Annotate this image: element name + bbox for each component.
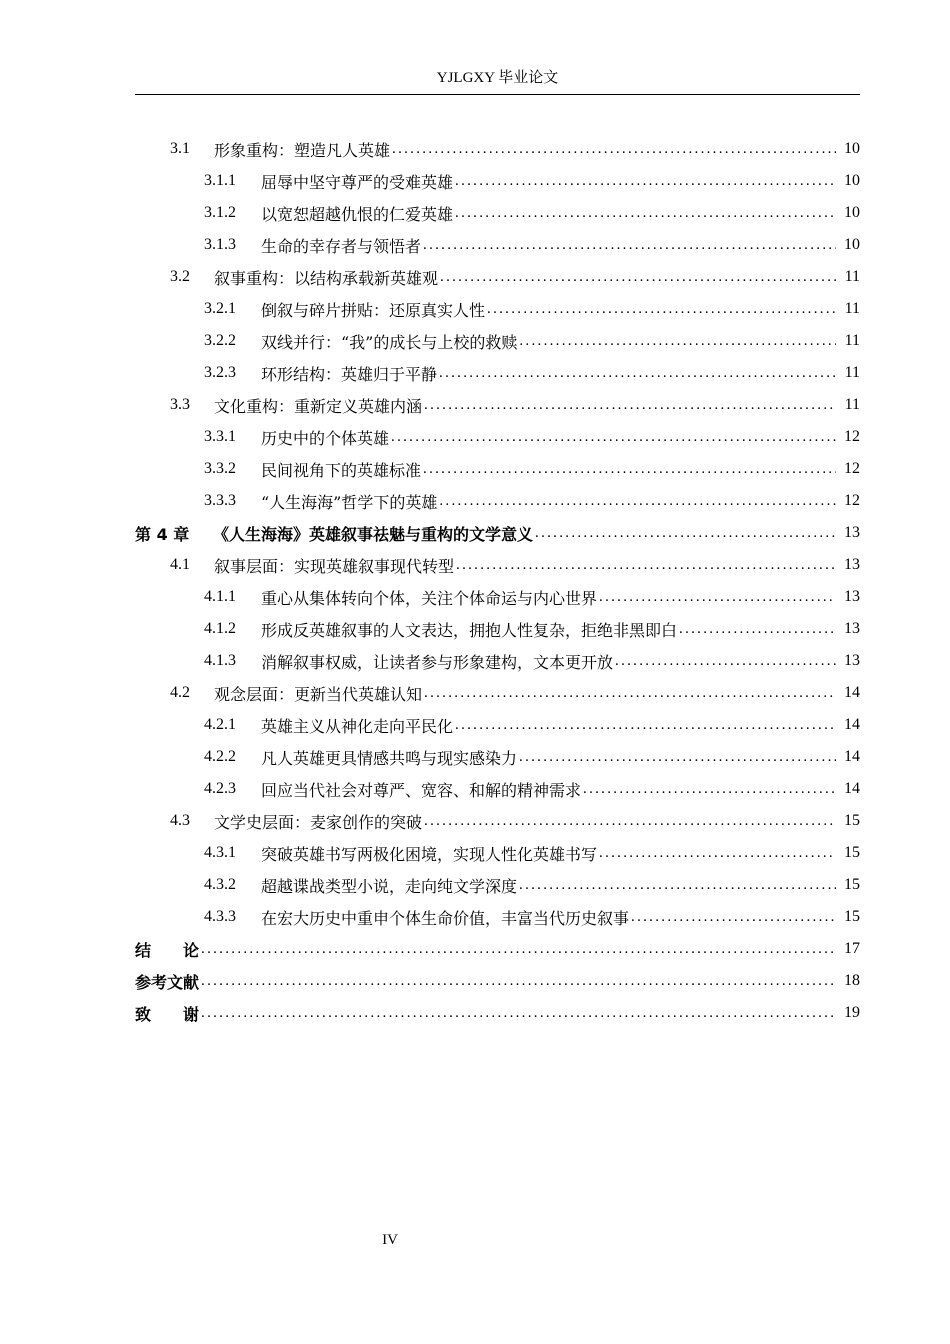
dot-leader [631, 909, 836, 926]
dot-leader [201, 941, 836, 958]
dot-leader [456, 557, 836, 574]
toc-entry-number: 4.2.3 [204, 780, 236, 797]
toc-entry-number: 4.3 [170, 812, 190, 829]
toc-entry[interactable] [170, 805, 860, 837]
toc-entry[interactable] [170, 549, 860, 581]
toc-entry-title: 以宽恕超越仇恨的仁爱英雄 [261, 204, 454, 224]
toc-entry[interactable] [204, 613, 860, 645]
toc-entry-page: 12 [844, 428, 860, 445]
toc-entry-title: 形成反英雄叙事的人文表达，拥抱人性复杂，拒绝非黑即白 [261, 620, 678, 640]
toc-entry-number: 4.2.2 [204, 748, 236, 765]
toc-entry-number: 3.2 [170, 268, 190, 285]
toc-entry[interactable] [135, 997, 860, 1029]
toc-entry[interactable] [204, 901, 860, 933]
toc-entry[interactable] [170, 261, 860, 293]
toc-entry[interactable] [204, 485, 860, 517]
toc-entry-page: 13 [844, 556, 860, 573]
toc-entry-page: 11 [844, 300, 860, 317]
toc-entry-number: 4.2 [170, 684, 190, 701]
toc-entry-title: 观念层面：更新当代英雄认知 [214, 684, 423, 704]
toc-entry[interactable] [204, 869, 860, 901]
toc-entry-page: 19 [844, 1004, 860, 1021]
toc-entry-title: 叙事层面：实现英雄叙事现代转型 [214, 556, 455, 576]
toc-entry[interactable] [204, 229, 860, 261]
toc-entry-page: 14 [844, 716, 860, 733]
dot-leader [519, 749, 836, 766]
toc-entry-number: 4.2.1 [204, 716, 236, 733]
toc-entry[interactable] [135, 517, 860, 549]
dot-leader [423, 237, 836, 254]
toc-entry-number: 3.1.2 [204, 204, 236, 221]
dot-leader [455, 205, 836, 222]
toc-entry-title: 倒叙与碎片拼贴：还原真实人性 [261, 300, 486, 320]
dot-leader [455, 717, 836, 734]
toc-entry-number: 3.1 [170, 140, 190, 157]
toc-entry-page: 11 [844, 364, 860, 381]
toc-entry-title: 生命的幸存者与领悟者 [261, 236, 422, 256]
toc-entry-number: 3.3.3 [204, 492, 236, 509]
toc-entry-title: 民间视角下的英雄标准 [261, 460, 422, 480]
dot-leader [519, 333, 836, 350]
dot-leader [455, 173, 836, 190]
toc-entry-page: 14 [844, 684, 860, 701]
toc-entry[interactable] [204, 325, 860, 357]
toc-entry-title: 致 谢 [135, 1004, 200, 1024]
dot-leader [423, 461, 836, 478]
dot-leader [583, 781, 836, 798]
toc-entry-title: 历史中的个体英雄 [261, 428, 390, 448]
toc-entry-page: 11 [844, 268, 860, 285]
toc-entry-number: 4.1.1 [204, 588, 236, 605]
toc-entry-title: 回应当代社会对尊严、宽容、和解的精神需求 [261, 780, 582, 800]
toc-entry-title: 《人生海海》英雄叙事祛魅与重构的文学意义 [213, 524, 534, 544]
toc-entry-number: 4.3.1 [204, 844, 236, 861]
toc-entry-title: 环形结构：英雄归于平静 [261, 364, 438, 384]
toc-entry[interactable] [204, 645, 860, 677]
dot-leader [599, 845, 836, 862]
toc-entry-title: 形象重构：塑造凡人英雄 [214, 140, 391, 160]
toc-entry-number: 4.1.3 [204, 652, 236, 669]
toc-entry-number: 4.1 [170, 556, 190, 573]
dot-leader [392, 141, 836, 158]
toc-entry-page: 13 [844, 588, 860, 605]
toc-entry-title: 参考文献 [135, 972, 200, 992]
toc-entry[interactable] [204, 165, 860, 197]
dot-leader [487, 301, 836, 318]
toc-entry-number: 3.2.2 [204, 332, 236, 349]
dot-leader [535, 525, 836, 542]
toc-entry-number: 3.3 [170, 396, 190, 413]
toc-entry-page: 18 [844, 972, 860, 989]
toc-entry-title: 英雄主义从神化走向平民化 [261, 716, 454, 736]
page-number: IV [382, 1232, 398, 1248]
toc-entry-page: 10 [844, 140, 860, 157]
toc-entry-number: 3.1.3 [204, 236, 236, 253]
toc-entry-page: 15 [844, 876, 860, 893]
toc-entry-title: 文化重构：重新定义英雄内涵 [214, 396, 423, 416]
dot-leader [439, 365, 836, 382]
toc-entry-page: 11 [844, 332, 860, 349]
toc-entry[interactable] [204, 421, 860, 453]
toc-entry[interactable] [204, 581, 860, 613]
toc-entry-number: 3.1.1 [204, 172, 236, 189]
toc-entry-number: 3.2.3 [204, 364, 236, 381]
dot-leader [599, 589, 836, 606]
dot-leader [391, 429, 836, 446]
toc-entry-number: 3.3.1 [204, 428, 236, 445]
toc-entry-page: 10 [844, 204, 860, 221]
dot-leader [201, 973, 836, 990]
toc-entry-page: 11 [844, 396, 860, 413]
toc-entry-title: 在宏大历史中重申个体生命价值，丰富当代历史叙事 [261, 908, 630, 928]
toc-entry-page: 17 [844, 940, 860, 957]
toc-entry-page: 12 [844, 460, 860, 477]
toc-entry[interactable] [170, 133, 860, 165]
dot-leader [439, 493, 836, 510]
toc-entry[interactable] [204, 357, 860, 389]
toc-entry-page: 13 [844, 652, 860, 669]
toc-entry[interactable] [135, 933, 860, 965]
toc-entry[interactable] [204, 197, 860, 229]
toc-entry-title: 结 论 [135, 940, 200, 960]
toc-entry-page: 13 [844, 524, 860, 541]
toc-entry-page: 14 [844, 780, 860, 797]
toc-entry-title: 突破英雄书写两极化困境，实现人性化英雄书写 [261, 844, 598, 864]
toc-entry-title: 超越谍战类型小说，走向纯文学深度 [261, 876, 518, 896]
dot-leader [615, 653, 836, 670]
toc-entry-page: 10 [844, 236, 860, 253]
toc-entry-number: 4.1.2 [204, 620, 236, 637]
toc-entry[interactable] [135, 965, 860, 997]
header-rule [135, 94, 860, 95]
toc-entry-number: 4.3.2 [204, 876, 236, 893]
toc-entry-number: 3.2.1 [204, 300, 236, 317]
toc-entry-number: 第 4 章 [135, 524, 190, 544]
dot-leader [424, 397, 836, 414]
toc-entry[interactable] [204, 773, 860, 805]
toc-entry-title: 重心从集体转向个体，关注个体命运与内心世界 [261, 588, 598, 608]
running-header: YJLGXY 毕业论文 [436, 70, 559, 86]
toc-entry-title: 屈辱中坚守尊严的受难英雄 [261, 172, 454, 192]
toc-entry-number: 4.3.3 [204, 908, 236, 925]
toc-entry-page: 12 [844, 492, 860, 509]
toc-entry-number: 3.3.2 [204, 460, 236, 477]
toc-entry[interactable] [204, 453, 860, 485]
toc-entry-title: “人生海海”哲学下的英雄 [261, 492, 438, 512]
dot-leader [201, 1005, 836, 1022]
toc-entry[interactable] [204, 837, 860, 869]
dot-leader [679, 621, 836, 638]
toc-entry-title: 文学史层面：麦家创作的突破 [214, 812, 423, 832]
toc-entry-title: 消解叙事权威，让读者参与形象建构，文本更开放 [261, 652, 614, 672]
toc-entry-page: 15 [844, 844, 860, 861]
toc-entry-page: 15 [844, 812, 860, 829]
toc-entry-page: 10 [844, 172, 860, 189]
toc-entry-page: 14 [844, 748, 860, 765]
dot-leader [519, 877, 836, 894]
toc-entry[interactable] [170, 389, 860, 421]
toc-entry-title: 双线并行：“我”的成长与上校的救赎 [261, 332, 518, 352]
toc-entry-page: 13 [844, 620, 860, 637]
dot-leader [440, 269, 836, 286]
toc-entry-title: 凡人英雄更具情感共鸣与现实感染力 [261, 748, 518, 768]
toc-entry[interactable] [204, 741, 860, 773]
toc-entry[interactable] [204, 293, 860, 325]
toc-entry[interactable] [204, 709, 860, 741]
toc-entry-title: 叙事重构：以结构承载新英雄观 [214, 268, 439, 288]
toc-entry[interactable] [170, 677, 860, 709]
dot-leader [424, 685, 836, 702]
dot-leader [424, 813, 836, 830]
toc-entry-page: 15 [844, 908, 860, 925]
